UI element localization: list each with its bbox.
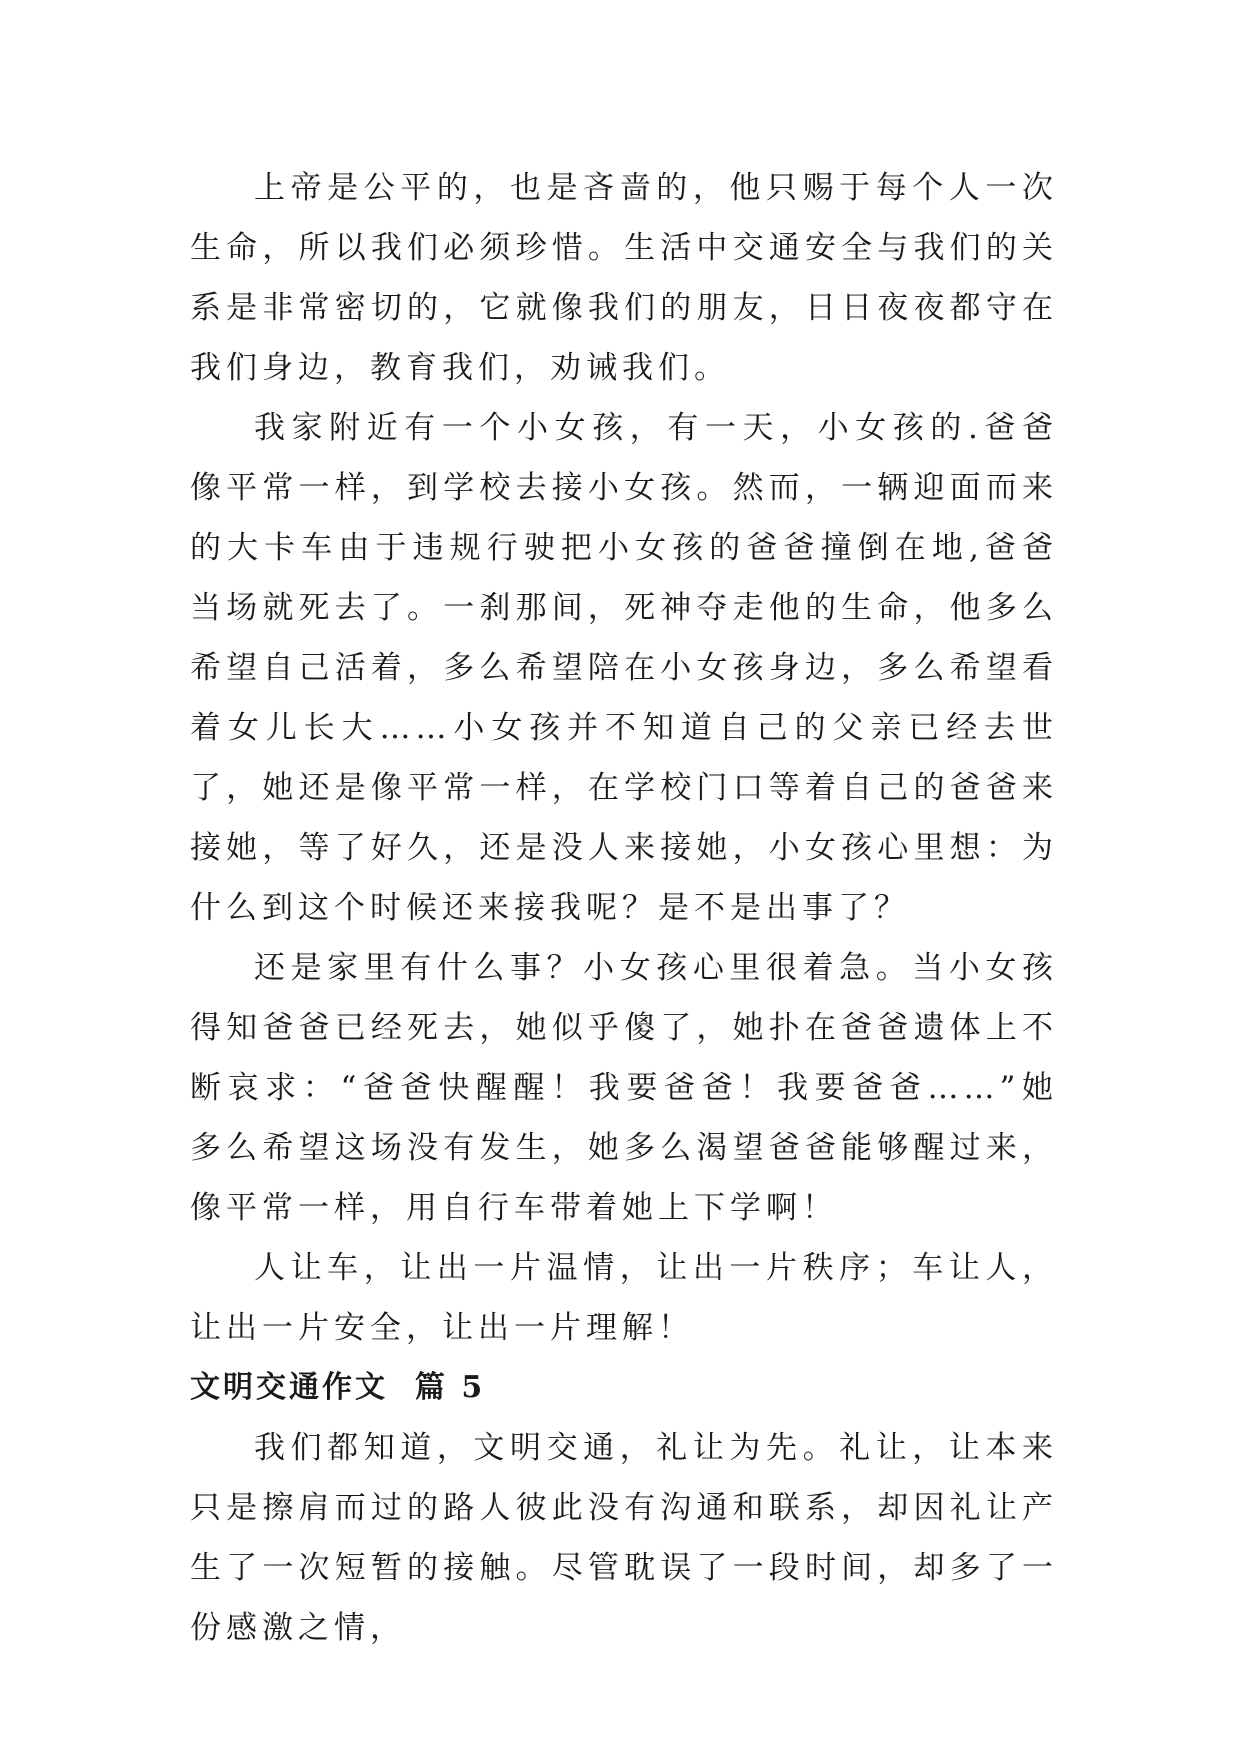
- paragraph-3: 还是家里有什么事？小女孩心里很着急。当小女孩得知爸爸已经死去，她似乎傻了，她扑在爸爸遗体上不断哀求：“爸爸快醒醒！我要爸爸！我要爸爸……”她多么希望这场没有发生，她多么渴望爸爸能够醒过来，像平常一样，用自行车带着她上下学啊！: [190, 950, 1058, 1226]
- section-heading: 文明交通作文 篇 5: [190, 1370, 486, 1405]
- paragraph-5: 我们都知道，文明交通，礼让为先。礼让，让本来只是擦肩而过的路人彼此没有沟通和联系，却因礼让产生了一次短暂的接触。尽管耽误了一段时间，却多了一份感激之情，: [190, 1430, 1058, 1646]
- document-page: [190, 158, 1058, 1658]
- paragraph-1: 上帝是公平的，也是吝啬的，他只赐于每个人一次生命，所以我们必须珍惜。生活中交通安全与我们的关系是非常密切的，它就像我们的朋友，日日夜夜都守在我们身边，教育我们，劝诫我们。: [190, 170, 1058, 386]
- paragraph-2: 我家附近有一个小女孩，有一天，小女孩的.爸爸像平常一样，到学校去接小女孩。然而，一辆迎面而来的大卡车由于违规行驶把小女孩的爸爸撞倒在地,爸爸当场就死去了。一刹那间，死神夺走他的生命，他多么希望自己活着，多么希望陪在小女孩身边，多么希望看着女儿长大……小女孩并不知道自己的父亲已经去世了，她还是像平常一样，在学校门口等着自己的爸爸来接她，等了好久，还是没人来接她，小女孩心里想：为什么到这个时候还来接我呢？是不是出事了？: [190, 410, 1058, 926]
- paragraph-4: 人让车，让出一片温情，让出一片秩序；车让人，让出一片安全，让出一片理解！: [190, 1250, 1058, 1346]
